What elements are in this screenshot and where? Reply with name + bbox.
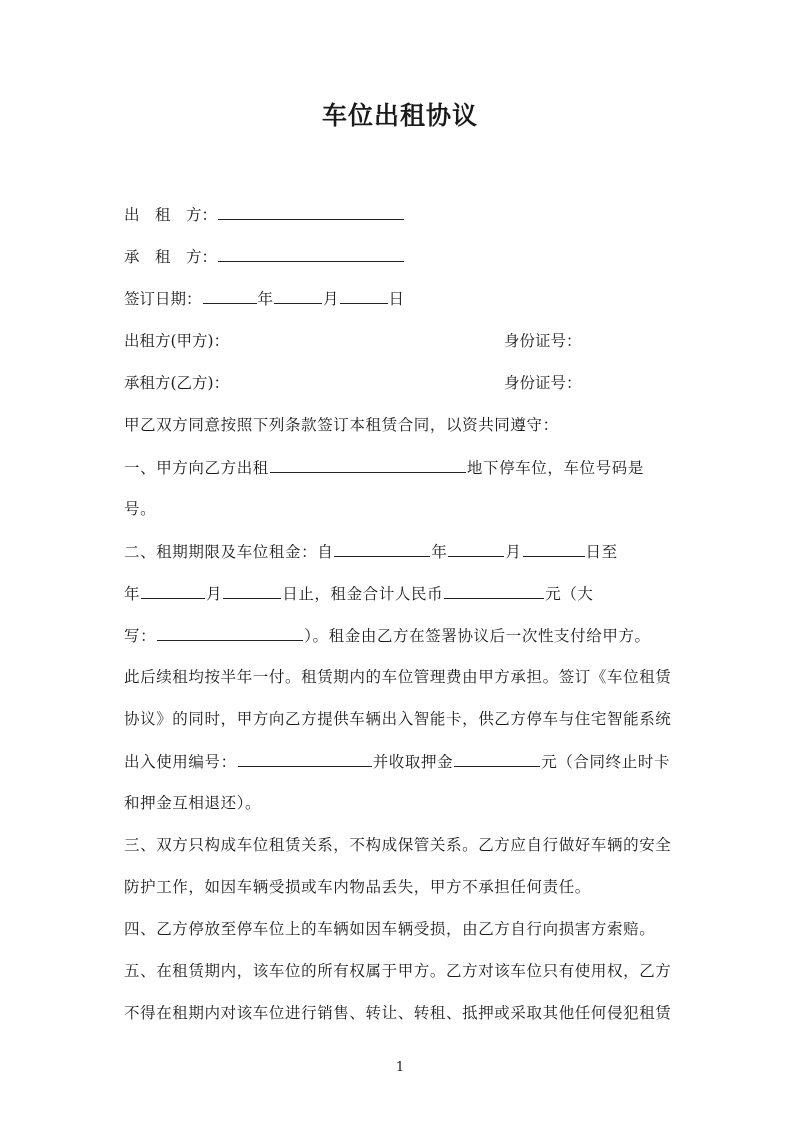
end-month-unit: 月 xyxy=(206,585,223,603)
day-unit: 日 xyxy=(388,290,405,308)
clause-1-line-1 xyxy=(124,457,644,478)
lessor-label: 出 租 方： xyxy=(124,206,218,224)
party-b-id-label: 身份证号： xyxy=(504,374,582,392)
rent-capital-blank[interactable] xyxy=(157,625,303,641)
clause-2-text-n: 并收取押金 xyxy=(372,753,454,771)
clause-5-line-1: 五、在租赁期内，该车位的所有权属于甲方。乙方对该车位只有使用权，乙方 xyxy=(124,962,672,980)
month-unit: 月 xyxy=(323,290,339,308)
lessor-line xyxy=(124,204,405,225)
document-title: 车位出租协议 xyxy=(321,101,478,130)
year-unit: 年 xyxy=(257,290,274,308)
start-year-blank[interactable] xyxy=(334,541,430,557)
clause-2-line-4: 此后续租均按半年一付。租赁期内的车位管理费由甲方承担。签订《车位租赁 xyxy=(124,668,672,686)
clause-2-line-3 xyxy=(124,625,651,646)
clause-2-text-j: ）。租金由乙方在签署协议后一次性支付给甲方。 xyxy=(304,627,651,645)
deposit-blank[interactable] xyxy=(454,751,540,767)
party-a-id-label: 身份证号： xyxy=(504,332,582,350)
clause-5-line-2: 不得在租期内对该车位进行销售、转让、转租、抵押或采取其他任何侵犯租赁 xyxy=(124,1004,672,1022)
clause-2-text-i: 写： xyxy=(124,627,157,645)
clause-1-text-b: 地下停车位，车位号码是 xyxy=(466,459,645,477)
end-day-blank[interactable] xyxy=(223,583,281,599)
lessee-line xyxy=(124,246,405,267)
end-month-blank[interactable] xyxy=(141,583,205,599)
start-month-unit: 月 xyxy=(505,543,522,561)
clause-2-text-g: 日止，租金合计人民币 xyxy=(282,585,444,603)
clause-2-text-m: 出入使用编号： xyxy=(124,753,237,771)
sign-year-blank[interactable] xyxy=(203,288,257,304)
end-year-unit: 年 xyxy=(124,585,141,603)
party-b-label: 承租方(乙方)： xyxy=(124,374,230,392)
sign-date-label: 签订日期： xyxy=(124,290,202,308)
clause-4: 四、乙方停放至停车位上的车辆如因车辆受损，由乙方自行向损害方索赔。 xyxy=(124,920,656,938)
start-day-unit: 日至 xyxy=(585,543,618,561)
intro-text: 甲乙双方同意按照下列条款签订本租赁合同，以资共同遵守： xyxy=(124,416,559,434)
clause-2-text-o: 元（合同终止时卡 xyxy=(541,753,671,771)
start-month-blank[interactable] xyxy=(448,541,504,557)
clause-3-line-1: 三、双方只构成车位租赁关系，不构成保管关系。乙方应自行做好车辆的安全 xyxy=(124,836,672,854)
clause-1-line-2: 号。 xyxy=(124,500,157,518)
clause-2-text-a: 二、租期期限及车位租金：自 xyxy=(124,543,334,561)
card-number-blank[interactable] xyxy=(238,751,372,767)
clause-2-line-5: 协议》的同时，甲方向乙方提供车辆出入智能卡，供乙方停车与住宅智能系统 xyxy=(124,710,672,728)
start-day-blank[interactable] xyxy=(523,541,585,557)
parking-location-blank[interactable] xyxy=(270,457,466,473)
clause-2-line-6 xyxy=(124,751,670,772)
clause-2-line-1 xyxy=(124,541,618,562)
rent-amount-blank[interactable] xyxy=(444,583,544,599)
sign-date-line xyxy=(124,288,404,309)
sign-day-blank[interactable] xyxy=(340,288,388,304)
sign-month-blank[interactable] xyxy=(274,288,322,304)
lessee-blank[interactable] xyxy=(218,246,404,262)
page-number: 1 xyxy=(395,1060,405,1075)
lessor-blank[interactable] xyxy=(218,204,404,220)
clause-1-text-a: 一、甲方向乙方出租 xyxy=(124,459,269,477)
clause-2-line-7: 和押金互相退还）。 xyxy=(124,794,262,812)
clause-2-text-h: 元（大 xyxy=(545,585,594,603)
start-year-unit: 年 xyxy=(431,543,448,561)
party-a-label: 出租方(甲方)： xyxy=(124,332,230,350)
lessee-label: 承 租 方： xyxy=(124,248,218,266)
clause-2-line-2 xyxy=(124,583,594,604)
clause-3-line-2: 防护工作，如因车辆受损或车内物品丢失，甲方不承担任何责任。 xyxy=(124,878,591,896)
